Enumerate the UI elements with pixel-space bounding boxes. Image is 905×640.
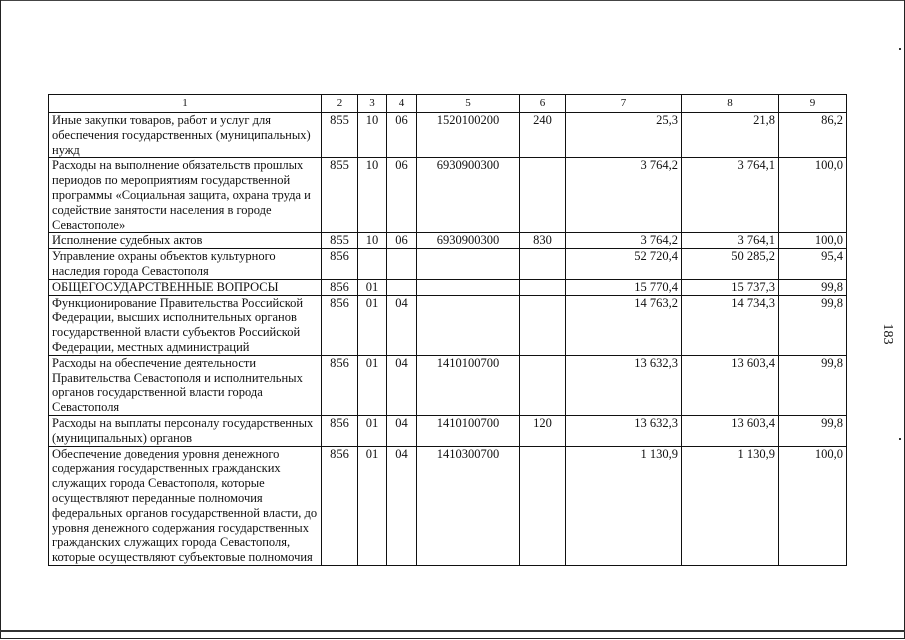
row-ministry-code: 856 (322, 446, 358, 565)
col-header-3: 3 (358, 95, 387, 113)
row-value-7: 13 632,3 (566, 355, 682, 415)
row-ministry-code: 855 (322, 233, 358, 249)
row-section-code (358, 249, 387, 280)
row-value-8: 50 285,2 (682, 249, 779, 280)
row-value-8: 3 764,1 (682, 233, 779, 249)
row-value-9: 99,8 (779, 279, 847, 295)
row-section-code: 10 (358, 233, 387, 249)
col-header-9: 9 (779, 95, 847, 113)
row-section-code: 10 (358, 158, 387, 233)
scan-bottom-edge (0, 630, 905, 632)
col-header-8: 8 (682, 95, 779, 113)
col-header-1: 1 (49, 95, 322, 113)
table-row (49, 415, 847, 446)
col-header-5: 5 (417, 95, 520, 113)
row-section-code: 01 (358, 279, 387, 295)
row-expense-type (520, 158, 566, 233)
row-expense-type (520, 295, 566, 355)
row-section-code: 01 (358, 446, 387, 565)
row-subsection-code: 06 (387, 113, 417, 158)
row-target-article (417, 249, 520, 280)
row-value-8: 1 130,9 (682, 446, 779, 565)
row-value-9: 95,4 (779, 249, 847, 280)
table-row (49, 233, 847, 249)
row-name: ОБЩЕГОСУДАРСТВЕННЫЕ ВОПРОСЫ (49, 279, 322, 295)
row-name: Управление охраны объектов культурного наследия города Севастополя (49, 249, 322, 280)
row-name: Исполнение судебных актов (49, 233, 322, 249)
row-value-9: 100,0 (779, 158, 847, 233)
row-target-article: 1410300700 (417, 446, 520, 565)
row-value-7: 25,3 (566, 113, 682, 158)
row-value-7: 1 130,9 (566, 446, 682, 565)
row-value-9: 100,0 (779, 446, 847, 565)
col-header-4: 4 (387, 95, 417, 113)
row-value-9: 100,0 (779, 233, 847, 249)
row-name: Иные закупки товаров, работ и услуг для обеспечения государственных (муниципальных) нужд (49, 113, 322, 158)
row-expense-type (520, 446, 566, 565)
row-value-7: 15 770,4 (566, 279, 682, 295)
header-row (49, 95, 847, 113)
row-ministry-code: 856 (322, 355, 358, 415)
row-subsection-code: 04 (387, 446, 417, 565)
row-target-article: 6930900300 (417, 233, 520, 249)
row-target-article: 6930900300 (417, 158, 520, 233)
row-name: Расходы на выплаты персоналу государственных (муниципальных) органов (49, 415, 322, 446)
row-value-8: 13 603,4 (682, 415, 779, 446)
table-row (49, 158, 847, 233)
row-expense-type: 240 (520, 113, 566, 158)
row-subsection-code: 04 (387, 415, 417, 446)
table-row (49, 249, 847, 280)
row-value-9: 99,8 (779, 355, 847, 415)
row-value-8: 15 737,3 (682, 279, 779, 295)
table-row (49, 279, 847, 295)
col-header-2: 2 (322, 95, 358, 113)
row-expense-type (520, 279, 566, 295)
row-value-8: 13 603,4 (682, 355, 779, 415)
row-expense-type (520, 249, 566, 280)
row-target-article: 1410100700 (417, 355, 520, 415)
budget-table (48, 94, 847, 566)
row-subsection-code (387, 249, 417, 280)
row-target-article: 1410100700 (417, 415, 520, 446)
row-section-code: 10 (358, 113, 387, 158)
row-value-9: 99,8 (779, 295, 847, 355)
col-header-6: 6 (520, 95, 566, 113)
row-section-code: 01 (358, 415, 387, 446)
row-target-article (417, 279, 520, 295)
scan-speck (899, 48, 901, 50)
row-ministry-code: 856 (322, 295, 358, 355)
row-name: Расходы на обеспечение деятельности Правительства Севастополя и исполнительных органов государственной власти города Севастополя (49, 355, 322, 415)
table-row (49, 113, 847, 158)
col-header-7: 7 (566, 95, 682, 113)
row-ministry-code: 856 (322, 249, 358, 280)
row-ministry-code: 856 (322, 415, 358, 446)
row-value-7: 3 764,2 (566, 233, 682, 249)
table-row (49, 446, 847, 565)
row-value-9: 99,8 (779, 415, 847, 446)
row-section-code: 01 (358, 355, 387, 415)
row-expense-type: 120 (520, 415, 566, 446)
row-name: Обеспечение доведения уровня денежного содержания государственных гражданских служащих города Севастополя, которые осуществляют переданные полномочия федеральных органов государственной власти, до уровня денежного содержания государственных гражданских служащих города Севастополя, которые осуществляют субъектовые полномочия (49, 446, 322, 565)
row-subsection-code: 04 (387, 295, 417, 355)
row-subsection-code: 06 (387, 158, 417, 233)
row-ministry-code: 856 (322, 279, 358, 295)
table-row (49, 355, 847, 415)
row-value-8: 21,8 (682, 113, 779, 158)
row-expense-type: 830 (520, 233, 566, 249)
row-ministry-code: 855 (322, 113, 358, 158)
row-subsection-code: 06 (387, 233, 417, 249)
row-value-7: 52 720,4 (566, 249, 682, 280)
row-value-9: 86,2 (779, 113, 847, 158)
row-ministry-code: 855 (322, 158, 358, 233)
table-row (49, 295, 847, 355)
row-value-7: 13 632,3 (566, 415, 682, 446)
row-name: Функционирование Правительства Российской Федерации, высших исполнительных органов государственной власти субъектов Российской Федерации, местных администраций (49, 295, 322, 355)
row-target-article: 1520100200 (417, 113, 520, 158)
row-expense-type (520, 355, 566, 415)
row-target-article (417, 295, 520, 355)
row-subsection-code (387, 279, 417, 295)
row-value-7: 14 763,2 (566, 295, 682, 355)
scan-speck (899, 438, 901, 440)
row-value-7: 3 764,2 (566, 158, 682, 233)
row-subsection-code: 04 (387, 355, 417, 415)
row-section-code: 01 (358, 295, 387, 355)
row-value-8: 3 764,1 (682, 158, 779, 233)
page-number: 183 (880, 323, 895, 345)
row-value-8: 14 734,3 (682, 295, 779, 355)
row-name: Расходы на выполнение обязательств прошлых периодов по мероприятиям государственной программы «Социальная защита, охрана труда и содействие занятости населения в городе Севастополе» (49, 158, 322, 233)
